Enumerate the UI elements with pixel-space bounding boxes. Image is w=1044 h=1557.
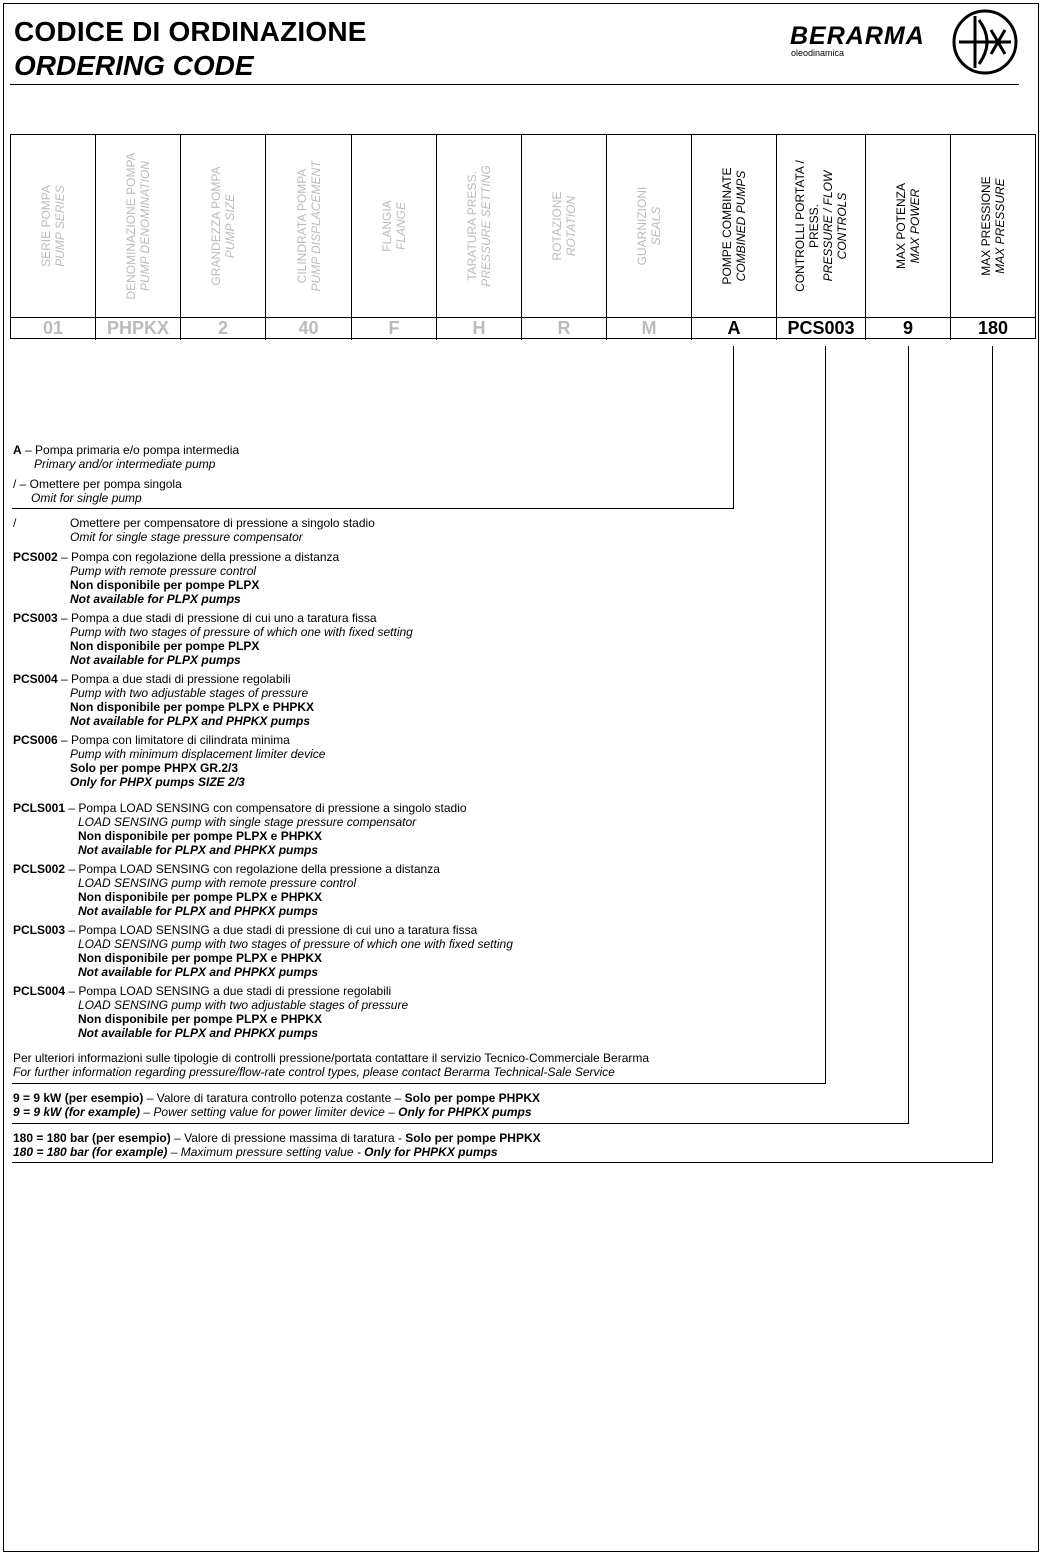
logo-text: BERARMA [790, 22, 925, 50]
column-label-en: PUMP SERIES [53, 185, 67, 267]
column-label-it: SERIE POMPA [39, 185, 53, 267]
control-en: Pump with remote pressure control [70, 564, 257, 578]
column-label-en: PRESSURE SETTING [479, 165, 493, 287]
column-pump-size [181, 135, 266, 340]
column-label-en: PUMP DENOMINATION [138, 161, 152, 292]
control-note-it: Non disponibile per pompe PLPX e PHPKX [78, 890, 323, 904]
combined-a-it: – Pompa primaria e/o pompa intermedia [21, 443, 240, 457]
power-en-line [13, 1105, 532, 1119]
column-pump-displacement [266, 135, 352, 340]
column-label-it: MAX POTENZA [894, 183, 908, 270]
control-it: – Pompa a due stadi di pressione di cui uno a taratura fissa [57, 611, 377, 625]
column-value: 9 [902, 318, 913, 338]
pressure-it-note: Solo per pompe PHPKX [405, 1131, 541, 1145]
control-code: PCLS003 [13, 923, 66, 937]
column-value: 40 [298, 318, 319, 338]
control-note-it: Non disponibile per pompe PLPX [70, 578, 260, 592]
control-note-it: Solo per pompe PHPX GR.2/3 [70, 761, 239, 775]
ordering-code-table [10, 134, 1036, 339]
control-it: – Pompa LOAD SENSING con compensatore di pressione a singolo stadio [65, 801, 467, 815]
control-code: PCLS002 [13, 862, 66, 876]
power-en-text: – Power setting value for power limiter device – [140, 1105, 399, 1119]
pressure-en-line [13, 1145, 498, 1159]
column-value: M [641, 318, 657, 338]
control-code: PCLS004 [13, 984, 66, 998]
power-it-line [13, 1091, 540, 1105]
combined-a-en: Primary and/or intermediate pump [34, 457, 216, 471]
column-label-it: DENOMINAZIONE POMPA [124, 152, 138, 300]
berarma-logo [785, 6, 1021, 78]
control-en: LOAD SENSING pump with two adjustable stages of pressure [78, 998, 409, 1012]
control-it: – Pompa LOAD SENSING a due stadi di pressione di cui uno a taratura fissa [65, 923, 478, 937]
column-value: 2 [217, 318, 228, 338]
control-en: LOAD SENSING pump with remote pressure control [78, 876, 357, 890]
control-en: LOAD SENSING pump with single stage pressure compensator [78, 815, 417, 829]
column-label-en: PUMP SIZE [223, 193, 237, 259]
column-value: F [388, 318, 400, 338]
pressure-en-text: – Maximum pressure setting value - [167, 1145, 365, 1159]
control-it: – Pompa a due stadi di pressione regolabili [57, 672, 291, 686]
power-it-code: 9 = 9 kW (per esempio) [13, 1091, 144, 1105]
connector-power-vertical [908, 346, 909, 1124]
column-label-en: ROTATION [564, 195, 578, 257]
control-it: – Pompa con limitatore di cilindrata minima [57, 733, 290, 747]
control-it: – Pompa LOAD SENSING a due stadi di pressione regolabili [65, 984, 392, 998]
control-code: PCS004 [13, 672, 58, 686]
column-label-en: MAX POWER [908, 188, 922, 264]
control-note-en: Only for PHPX pumps SIZE 2/3 [70, 775, 245, 789]
power-it-text: – Valore di taratura controllo potenza costante – [143, 1091, 405, 1105]
control-it: – Pompa LOAD SENSING con regolazione della pressione a distanza [65, 862, 440, 876]
column-flange [352, 135, 437, 340]
combined-slash-it: / – Omettere per pompa singola [13, 477, 182, 491]
column-pressure-setting [437, 135, 522, 340]
column-label-it: POMPE COMBINATE [720, 167, 734, 285]
column-label-en: SEALS [649, 206, 663, 246]
control-en: Pump with two adjustable stages of pressure [70, 686, 309, 700]
column-max-pressure [951, 135, 1035, 340]
power-en-code: 9 = 9 kW (for example) [13, 1105, 141, 1119]
power-it-note: Solo per pompe PHPKX [404, 1091, 541, 1105]
column-value: PHPKX [106, 318, 169, 338]
controls-info-it: Per ulteriori informazioni sulle tipologie di controlli pressione/portata contattare il servizio Tecnico-Commerciale Berarma [13, 1051, 650, 1065]
connector-combined-vertical [733, 346, 734, 509]
column-label-en: PUMP DISPLACEMENT [308, 160, 323, 292]
pressure-en-note: Only for PHPKX pumps [364, 1145, 498, 1159]
column-max-power [866, 135, 951, 340]
pressure-it-code: 180 = 180 bar (per esempio) [13, 1131, 171, 1145]
page-title-en: ORDERING CODE [14, 50, 254, 81]
connector-combined-horizontal [12, 508, 734, 509]
pressure-it-line [13, 1131, 541, 1145]
control-note-it: Non disponibile per pompe PLPX e PHPKX [70, 700, 315, 714]
control-note-it: Non disponibile per pompe PLPX [70, 639, 260, 653]
connector-pressure-horizontal [12, 1162, 993, 1163]
control-code: PCLS001 [13, 801, 66, 815]
column-value: 180 [977, 318, 1009, 338]
column-label-it: GRANDEZZA POMPA [209, 166, 223, 286]
control-en: LOAD SENSING pump with two stages of pressure of which one with fixed setting [78, 937, 513, 951]
control-code: PCS003 [13, 611, 58, 625]
column-label-it: FLANGIA [380, 200, 394, 252]
controls-slash-code: / [13, 516, 17, 530]
control-note-it: Non disponibile per pompe PLPX e PHPKX [78, 1012, 323, 1026]
control-en: Pump with two stages of pressure of which one with fixed setting [70, 625, 413, 639]
column-label-en: MAX PRESSURE [993, 178, 1007, 274]
column-value: H [472, 318, 486, 338]
logo-emblem-icon [951, 8, 1019, 76]
column-value: 01 [42, 318, 64, 338]
page-title-it: CODICE DI ORDINAZIONE [14, 16, 367, 47]
control-note-it: Non disponibile per pompe PLPX e PHPKX [78, 829, 323, 843]
column-value: R [557, 318, 571, 338]
column-value: PCS003 [787, 318, 855, 338]
column-label-en: COMBINED PUMPS [734, 170, 748, 282]
control-note-en: Not available for PLPX and PHPKX pumps [78, 843, 319, 857]
header-rule [10, 84, 1019, 85]
control-note-en: Not available for PLPX pumps [70, 653, 241, 667]
combined-a-code: A [13, 443, 22, 457]
column-label-it: CONTROLLI PORTATA / PRESS. [793, 160, 821, 292]
controls-slash-it: Omettere per compensatore di pressione a singolo stadio [70, 516, 375, 530]
column-rotation [522, 135, 607, 340]
combined-a-line [13, 443, 239, 457]
pressure-it-text: – Valore di pressione massima di taratura - [170, 1131, 406, 1145]
column-combined-pumps [692, 135, 777, 340]
control-note-en: Not available for PLPX and PHPKX pumps [70, 714, 311, 728]
control-note-en: Not available for PLPX and PHPKX pumps [78, 965, 319, 979]
combined-slash-en: Omit for single pump [31, 491, 142, 505]
control-code: PCS006 [13, 733, 58, 747]
column-label-it: GUARNIZIONI [635, 186, 649, 266]
controls-info-en: For further information regarding pressure/flow-rate control types, please contact Berarma Technical-Sale Service [13, 1065, 615, 1079]
control-note-en: Not available for PLPX and PHPKX pumps [78, 904, 319, 918]
connector-pressure-vertical [992, 346, 993, 1163]
controls-slash-en: Omit for single stage pressure compensator [70, 530, 303, 544]
control-note-it: Non disponibile per pompe PLPX e PHPKX [78, 951, 323, 965]
connector-power-horizontal [12, 1123, 909, 1124]
column-pump-denomination [96, 135, 181, 340]
column-pump-series [11, 135, 96, 340]
column-pressure-flow-controls [777, 135, 866, 340]
connector-controls-horizontal [12, 1083, 826, 1084]
column-seals [607, 135, 692, 340]
control-it: – Pompa con regolazione della pressione a distanza [57, 550, 340, 564]
column-value: A [727, 318, 741, 338]
column-label-it: MAX PRESSIONE [979, 176, 993, 276]
column-label-en: FLANGE [394, 202, 408, 251]
connector-controls-vertical [825, 346, 826, 1084]
logo-subtitle: oleodinamica [791, 48, 845, 58]
control-note-en: Not available for PLPX pumps [70, 592, 241, 606]
column-label-en: PRESSURE / FLOW CONTROLS [821, 170, 849, 282]
column-label-it: ROTAZIONE [550, 191, 564, 261]
column-label-it: CILINDRATA POMPA [294, 168, 309, 284]
control-en: Pump with minimum displacement limiter device [70, 747, 326, 761]
power-en-note: Only for PHPKX pumps [398, 1105, 532, 1119]
control-note-en: Not available for PLPX and PHPKX pumps [78, 1026, 319, 1040]
column-label-it: TARATURA PRESS. [465, 171, 479, 281]
control-code: PCS002 [13, 550, 58, 564]
pressure-en-code: 180 = 180 bar (for example) [13, 1145, 168, 1159]
